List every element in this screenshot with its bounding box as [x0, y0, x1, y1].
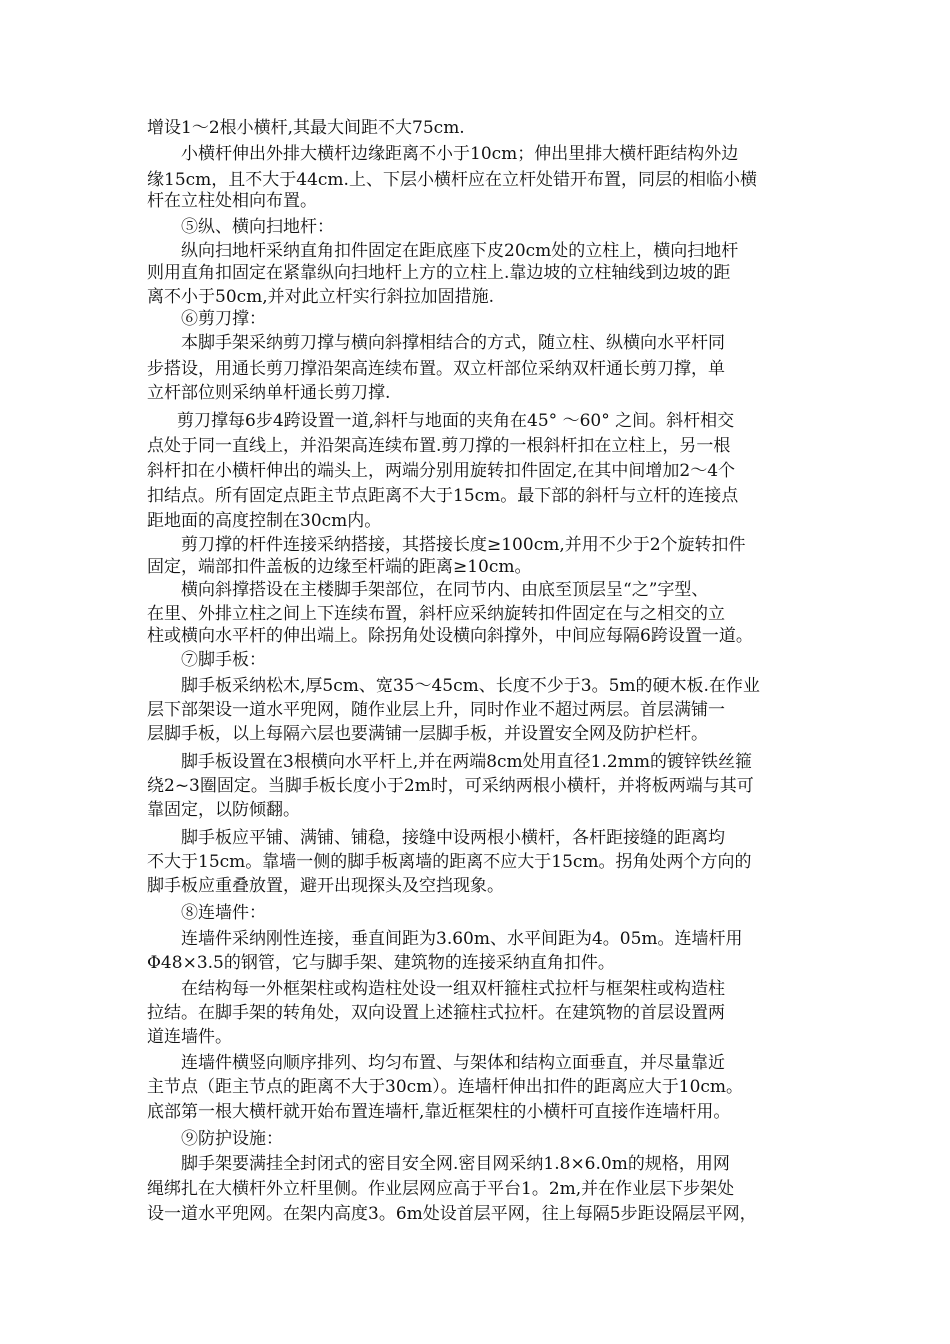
section-heading: ⑧连墙件：: [181, 903, 266, 923]
text-line: 步搭设，用通长剪刀撑沿架高连续布置。双立杆部位采纳双杆通长剪刀撑，单: [147, 359, 725, 379]
text-line: 层下部架设一道水平兜网，随作业层上升，同时作业不超过两层。首层满铺一: [147, 700, 725, 720]
text-line: 斜杆扣在小横杆伸出的端头上，两端分别用旋转扣件固定,在其中间增加2～4个: [147, 461, 736, 481]
text-line: 层脚手板，以上每隔六层也要满铺一层脚手板，并设置安全网及防护栏杆。: [147, 724, 708, 744]
text-line: 靠固定，以防倾翻。: [147, 800, 300, 820]
text-line: 绕2~3圈固定。当脚手板长度小于2m时，可采纳两根小横杆，并将板两端与其可: [147, 776, 754, 796]
text-line: 连墙件横竖向顺序排列、均匀布置、与架体和结构立面垂直，并尽量靠近: [181, 1053, 725, 1073]
text-line: 在里、外排立柱之间上下连续布置，斜杆应采纳旋转扣件固定在与之相交的立: [147, 604, 725, 624]
text-line: 扣结点。所有固定点距主节点距离不大于15cm。最下部的斜杆与立杆的连接点: [147, 486, 739, 506]
text-line: 主节点（距主节点的距离不大于30cm）。连墙杆伸出扣件的距离应大于10cm。: [147, 1077, 744, 1097]
text-line: 固定，端部扣件盖板的边缘至杆端的距离≥10cm。: [147, 557, 532, 577]
text-line: 小横杆伸出外排大横杆边缘距离不小于10cm；伸出里排大横杆距结构外边: [181, 144, 739, 164]
text-line: 横向斜撑搭设在主楼脚手架部位，在同节内、由底至顶层呈“之”字型、: [181, 580, 709, 600]
text-line: 连墙件采纳刚性连接，垂直间距为3.60m、水平间距为4。05m。连墙杆用: [181, 929, 743, 949]
text-line: 拉结。在脚手架的转角处，双向设置上述箍柱式拉杆。在建筑物的首层设置两: [147, 1003, 725, 1023]
section-heading: ⑦脚手板：: [181, 650, 266, 670]
text-line: 增设1～2根小横杆,其最大间距不大75cm.: [147, 118, 465, 138]
text-line: 脚手板应重叠放置，避开出现探头及空挡现象。: [147, 876, 504, 896]
text-line: 脚手板设置在3根横向水平杆上,并在两端8cm处用直径1.2mm的镀锌铁丝箍: [181, 752, 752, 772]
text-line: 不大于15cm。靠墙一侧的脚手板离墙的距离不应大于15cm。拐角处两个方向的: [147, 852, 752, 872]
text-line: 点处于同一直线上，并沿架高连续布置.剪刀撑的一根斜杆扣在立柱上，另一根: [147, 436, 731, 456]
section-heading: ⑤纵、横向扫地杆：: [181, 217, 334, 237]
text-line: 柱或横向水平杆的伸出端上。除拐角处设横向斜撑外，中间应每隔6跨设置一道。: [147, 626, 753, 646]
text-line: 缘15cm，且不大于44cm.上、下层小横杆应在立杆处错开布置，同层的相临小横: [147, 170, 757, 190]
text-line: 则用直角扣固定在紧靠纵向扫地杆上方的立柱上.靠边坡的立柱轴线到边坡的距: [147, 263, 731, 283]
text-line: 立杆部位则采纳单杆通长剪刀撑.: [147, 383, 391, 403]
text-line: 离不小于50cm,并对此立杆实行斜拉加固措施.: [147, 287, 495, 307]
text-line: 纵向扫地杆采纳直角扣件固定在距底座下皮20cm处的立柱上，横向扫地杆: [181, 241, 739, 261]
section-heading: ⑥剪刀撑：: [181, 309, 266, 329]
text-line: 在结构每一外框架柱或构造柱处设一组双杆箍柱式拉杆与框架柱或构造柱: [181, 979, 725, 999]
text-line: 脚手板采纳松木,厚5cm、宽35～45cm、长度不少于3。5m的硬木板.在作业: [181, 676, 760, 696]
text-line: Φ48×3.5的钢管，它与脚手架、建筑物的连接采纳直角扣件。: [147, 953, 615, 973]
text-line: 剪刀撑的杆件连接采纳搭接，其搭接长度≥100cm,并用不少于2个旋转扣件: [181, 535, 746, 555]
text-line: 距地面的高度控制在30cm内。: [147, 511, 382, 531]
text-line: 底部第一根大横杆就开始布置连墙杆,靠近框架柱的小横杆可直接作连墙杆用。: [147, 1102, 731, 1122]
text-line: 设一道水平兜网。在架内高度3。6m处设首层平网，往上每隔5步距设隔层平网，: [147, 1204, 757, 1224]
text-line: 脚手架要满挂全封闭式的密目安全网.密目网采纳1.8×6.0m的规格，用网: [181, 1154, 730, 1174]
text-line: 道连墙件。: [147, 1027, 232, 1047]
text-line: 绳绑扎在大横杆外立杆里侧。作业层网应高于平台1。2m,并在作业层下步架处: [147, 1179, 735, 1199]
text-line: 本脚手架采纳剪刀撑与横向斜撑相结合的方式，随立柱、纵横向水平杆同: [181, 333, 725, 353]
text-line: 剪刀撑每6步4跨设置一道,斜杆与地面的夹角在45° ～60° 之间。斜杆相交: [177, 411, 735, 431]
section-heading: ⑨防护设施：: [181, 1129, 283, 1149]
text-line: 脚手板应平铺、满铺、铺稳，接缝中设两根小横杆，各杆距接缝的距离均: [181, 828, 725, 848]
text-line: 杆在立柱处相向布置。: [147, 191, 317, 211]
